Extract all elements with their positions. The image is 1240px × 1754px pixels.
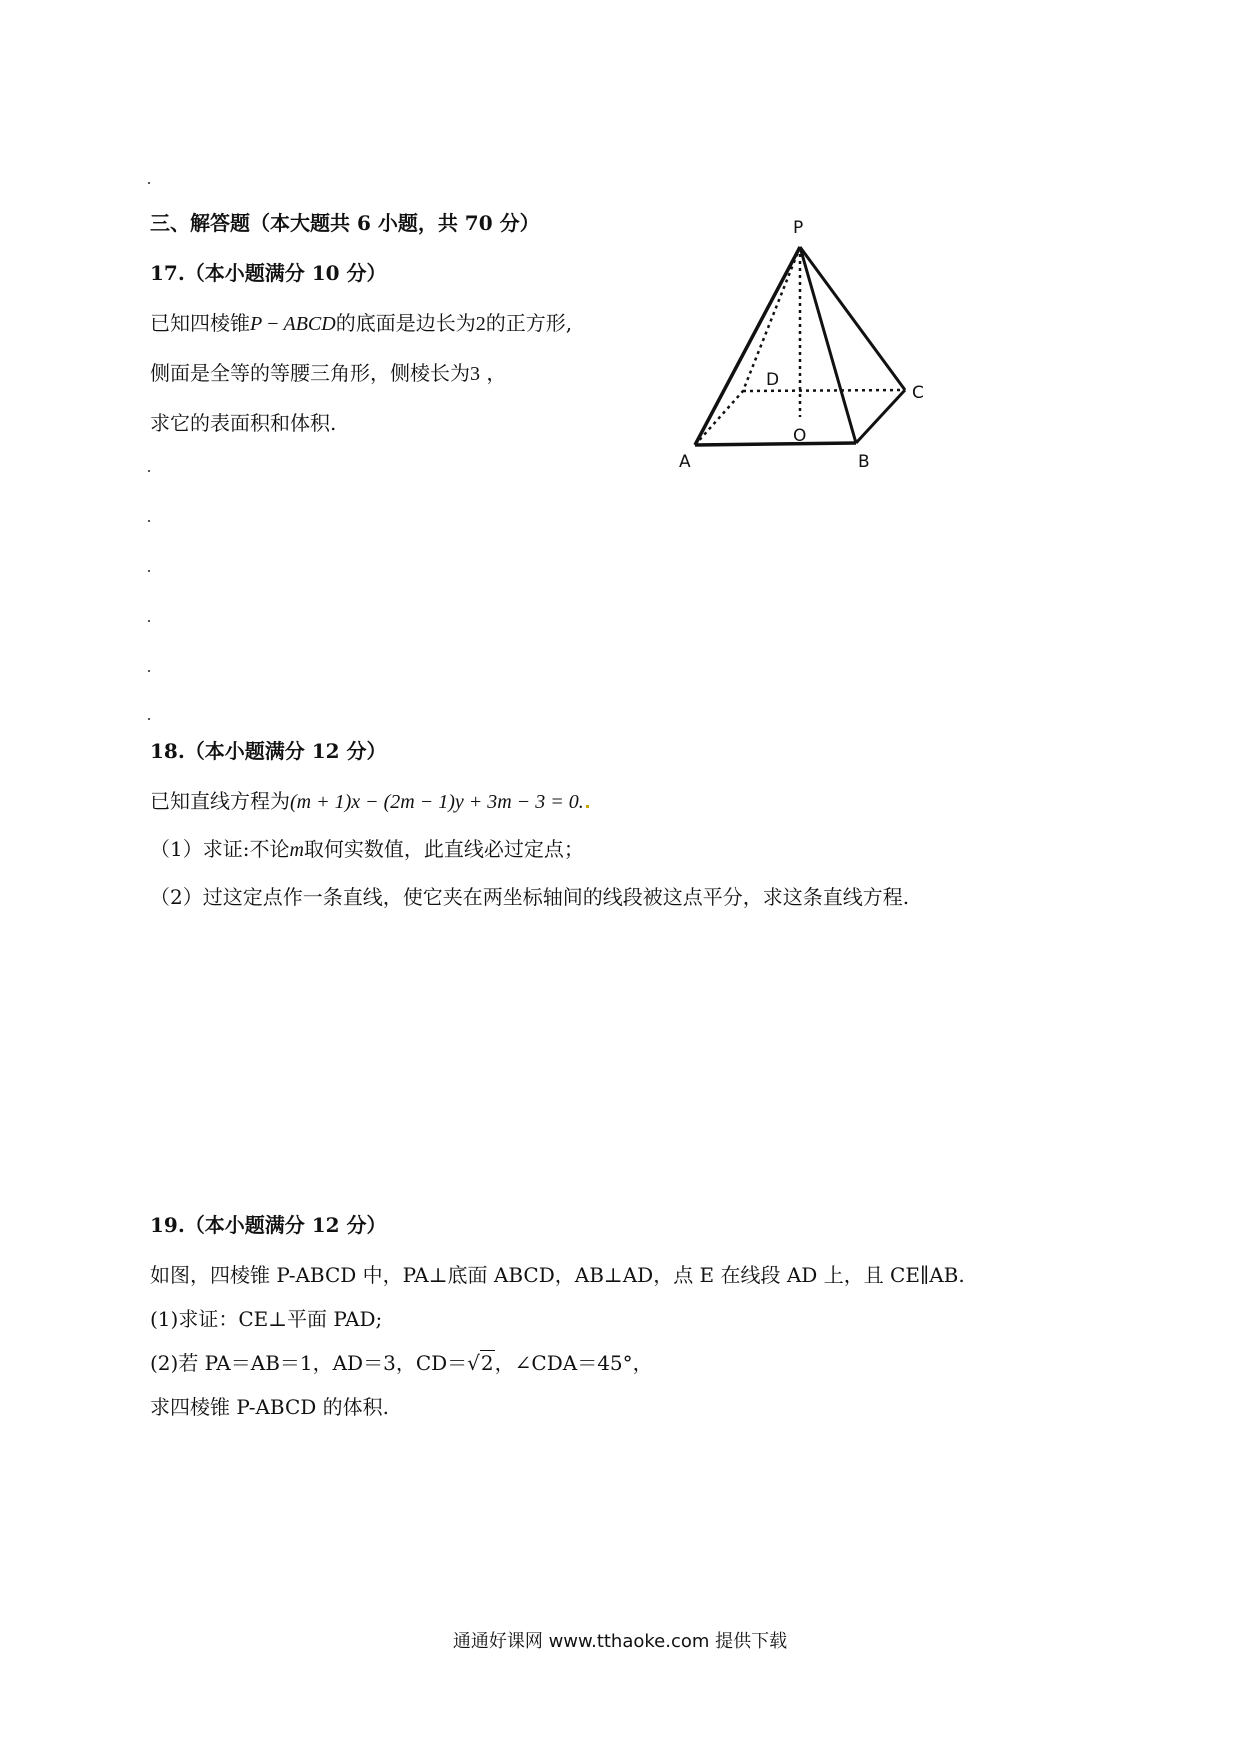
scan-dot <box>148 718 150 720</box>
q17-text: 的正方形, <box>485 311 573 335</box>
q17-line2 <box>150 360 506 387</box>
q19-heading: 19.（本小题满分 12 分） <box>150 1213 387 1237</box>
q18-part1 <box>150 836 584 863</box>
q17-text: 侧面是全等的等腰三角形，侧棱长为 <box>150 361 470 385</box>
edge-pc <box>800 247 905 390</box>
q19-line1: 如图，四棱锥 P-ABCD 中，PA⊥底面 ABCD，AB⊥AD，点 E 在线段 AD 上，且 CE∥AB. <box>150 1263 965 1287</box>
q17-line1 <box>150 310 572 337</box>
math-abcd: ABCD <box>283 313 336 335</box>
edge-ab <box>695 443 856 445</box>
q19-line3 <box>150 1350 653 1376</box>
label-o: O <box>793 426 807 446</box>
sqrt-symbol: √ <box>467 1351 480 1375</box>
q19-text: ，∠CDA＝45°， <box>494 1351 653 1375</box>
math-p: P <box>250 313 263 335</box>
scan-dot <box>148 520 150 522</box>
page-footer: 通通好课网 www.tthaoke.com 提供下载 <box>452 1631 788 1652</box>
q17-text: ， <box>480 361 507 385</box>
math-num: 2 <box>475 313 486 335</box>
label-p: P <box>793 218 804 238</box>
q18-text: 已知直线方程为 <box>150 789 290 813</box>
edge-dc <box>743 390 905 391</box>
q17-heading: 17.（本小题满分 10 分） <box>150 261 387 285</box>
q18-heading: 18.（本小题满分 12 分） <box>150 739 387 763</box>
q17-line3: 求它的表面积和体积. <box>150 411 337 435</box>
scan-dot <box>148 470 150 472</box>
edge-pa <box>695 247 800 445</box>
q18-text: 取何实数值，此直线必过定点； <box>303 837 584 861</box>
scan-mark <box>586 805 589 808</box>
q18-part2: （2）过这定点作一条直线，使它夹在两坐标轴间的线段被这点平分，求这条直线方程. <box>150 885 910 909</box>
q19-line4: 求四棱锥 P-ABCD 的体积. <box>150 1395 390 1419</box>
scan-dot <box>148 182 150 184</box>
scan-dot <box>148 620 150 622</box>
scan-dot <box>148 670 150 672</box>
math-num: 3 <box>470 363 480 385</box>
scan-dot <box>148 570 150 572</box>
q17-text: 的底面是边长为 <box>335 311 476 335</box>
math-minus: − <box>262 313 284 335</box>
label-c: C <box>912 383 924 403</box>
line-equation: (m + 1)x − (2m − 1)y + 3m − 3 = 0. <box>290 791 584 813</box>
sqrt-radicand: 2 <box>480 1351 494 1375</box>
q19-line2: (1)求证：CE⊥平面 PAD; <box>150 1307 383 1331</box>
q19-text: (2)若 PA＝AB＝1，AD＝3，CD＝ <box>150 1351 468 1375</box>
label-d: D <box>766 370 780 390</box>
edge-pb <box>800 247 856 443</box>
pyramid-figure <box>660 205 940 475</box>
label-b: B <box>858 452 870 472</box>
q18-text: （1）求证:不论 <box>150 837 290 861</box>
q18-line1 <box>150 788 589 815</box>
edge-bc <box>856 390 905 443</box>
q17-text: 已知四棱锥 <box>150 311 250 335</box>
math-m: m <box>289 839 304 861</box>
section-title: 三、解答题（本大题共 6 小题，共 70 分） <box>150 211 540 235</box>
label-a: A <box>679 452 691 472</box>
